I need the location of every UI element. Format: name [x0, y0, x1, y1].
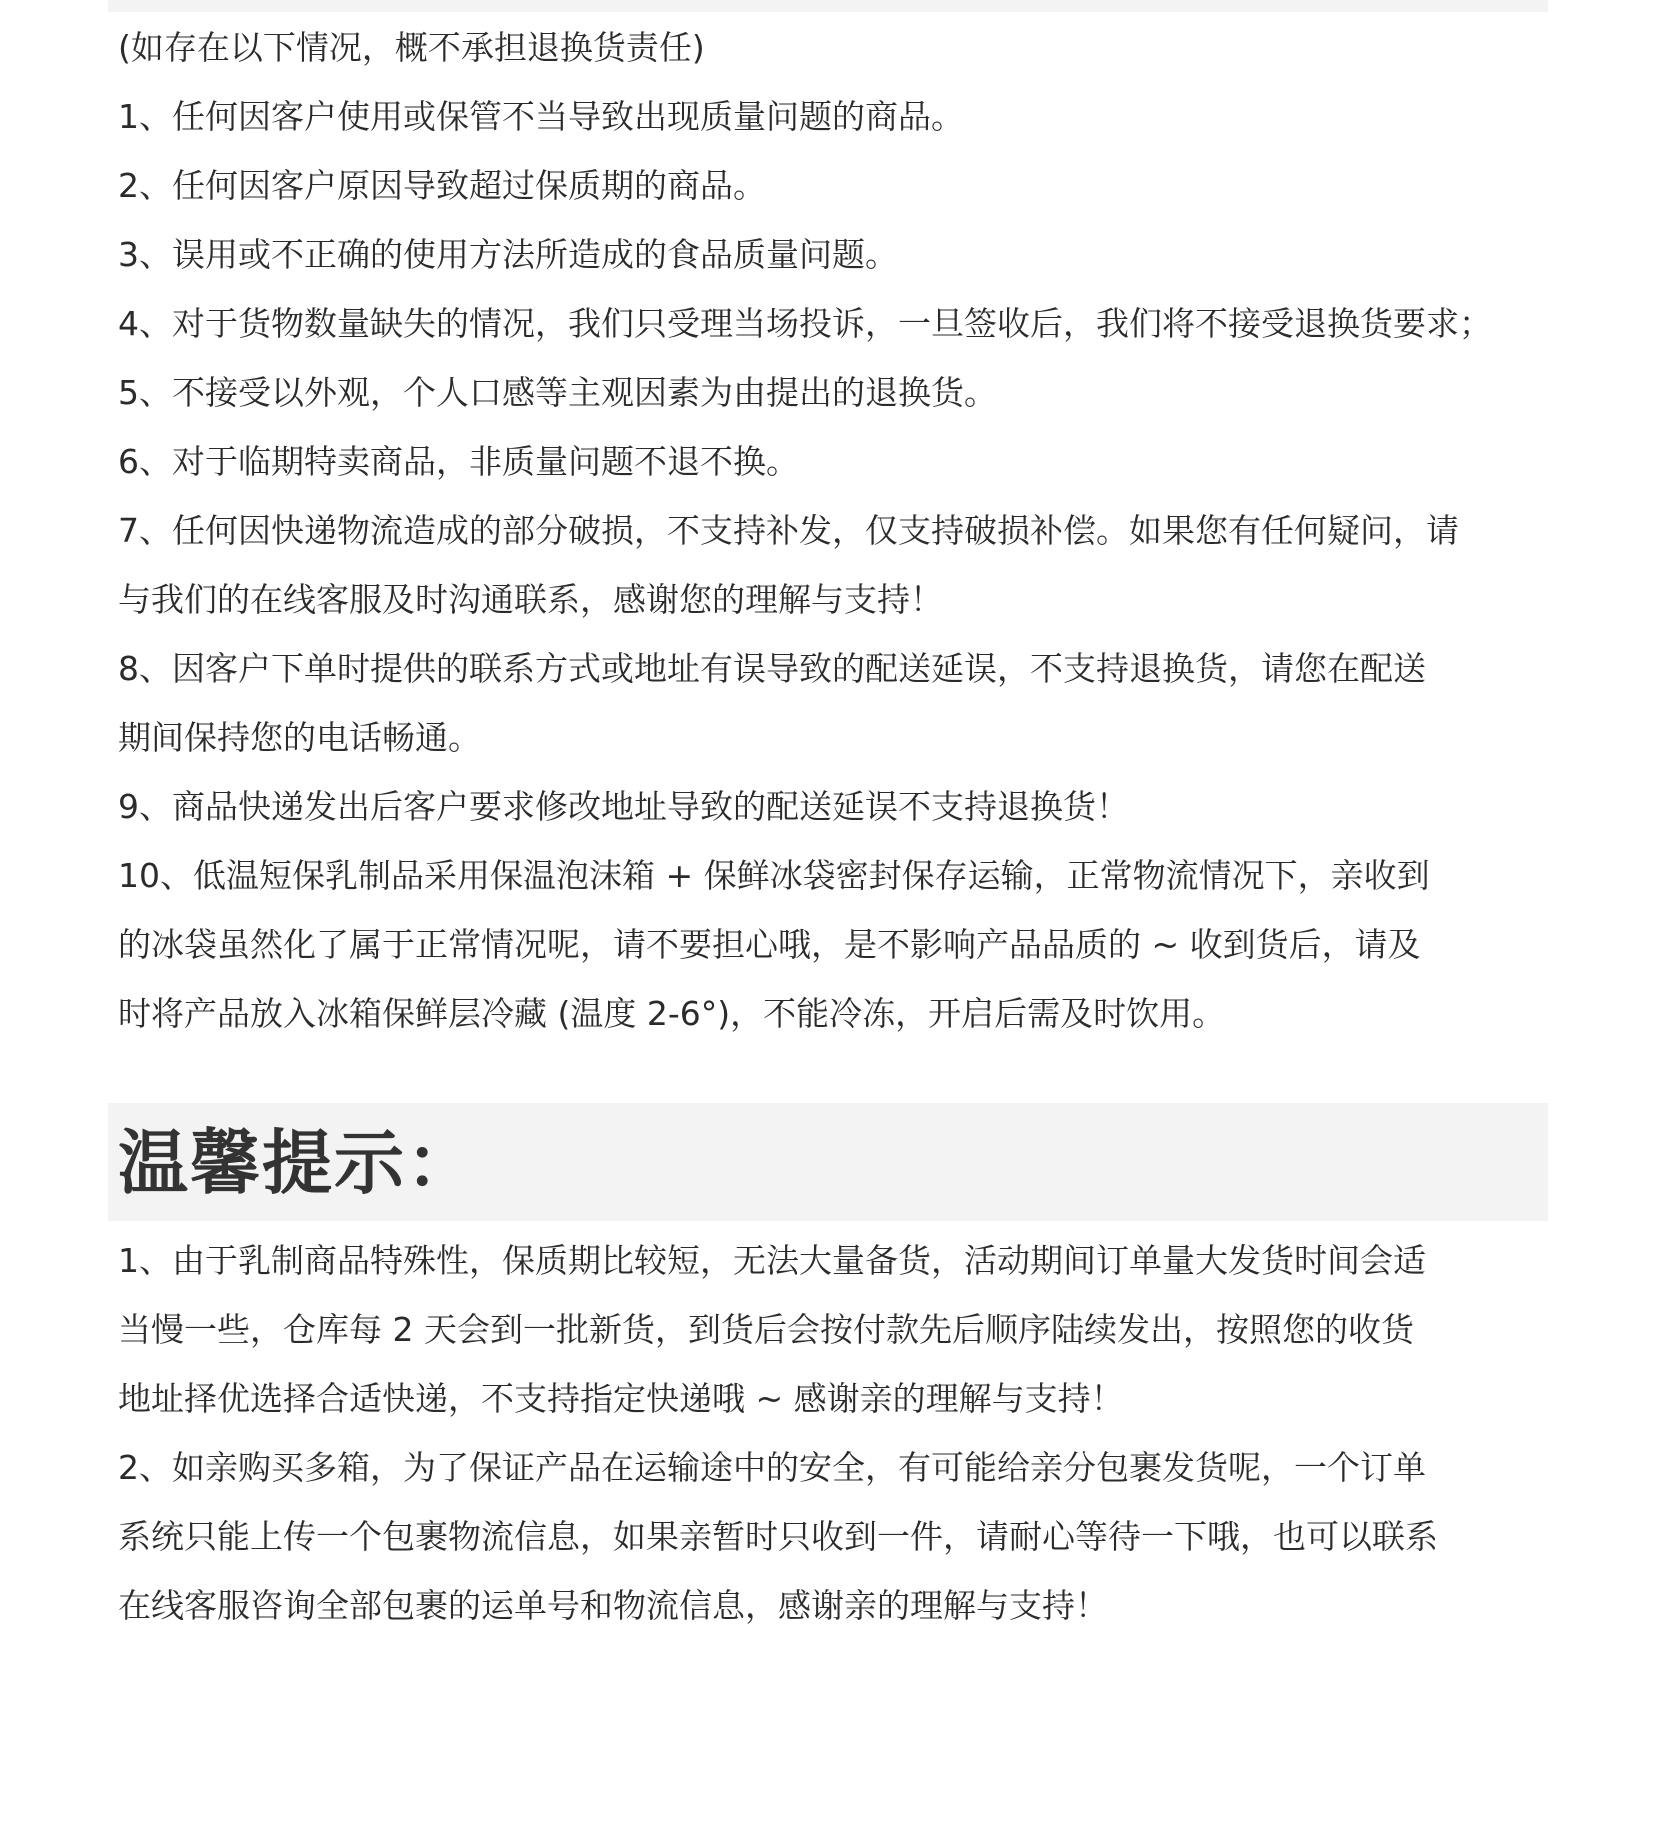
tip-line: 在线客服咨询全部包裹的运单号和物流信息，感谢亲的理解与支持！ [118, 1586, 1108, 1625]
exclusion-line: 7、任何因快递物流造成的部分破损，不支持补发，仅支持破损补偿。如果您有任何疑问，请 [118, 511, 1459, 550]
exclusion-line: 3、误用或不正确的使用方法所造成的食品质量问题。 [118, 235, 898, 274]
exclusion-line: 10、低温短保乳制品采用保温泡沫箱 + 保鲜冰袋密封保存运输，正常物流情况下，亲收到 [118, 856, 1430, 895]
tip-line: 当慢一些，仓库每 2 天会到一批新货，到货后会按付款先后顺序陆续发出，按照您的收货 [118, 1310, 1414, 1349]
tip-line: 2、如亲购买多箱，为了保证产品在运输途中的安全，有可能给亲分包裹发货呢，一个订单 [118, 1448, 1426, 1487]
tips-title: 温馨提示： [118, 1122, 478, 1204]
exclusions-section [118, 13, 1538, 1048]
exclusion-line: 1、任何因客户使用或保管不当导致出现质量问题的商品。 [118, 97, 964, 136]
exclusion-line: 期间保持您的电话畅通。 [118, 718, 481, 757]
top-section-band [108, 0, 1548, 12]
exclusion-line: 8、因客户下单时提供的联系方式或地址有误导致的配送延误，不支持退换货，请您在配送 [118, 649, 1426, 688]
exclusion-line: 9、商品快递发出后客户要求修改地址导致的配送延误不支持退换货！ [118, 787, 1129, 826]
exclusion-line: 5、不接受以外观，个人口感等主观因素为由提出的退换货。 [118, 373, 997, 412]
exclusion-line: 与我们的在线客服及时沟通联系，感谢您的理解与支持！ [118, 580, 943, 619]
tip-line: 地址择优选择合适快递，不支持指定快递哦 ~ 感谢亲的理解与支持！ [118, 1379, 1124, 1418]
exclusions-intro: (如存在以下情况，概不承担退换货责任) [118, 28, 705, 67]
exclusion-line: 时将产品放入冰箱保鲜层冷藏 (温度 2-6°)，不能冷冻，开启后需及时饮用。 [118, 994, 1226, 1033]
tips-section [118, 1226, 1538, 1640]
exclusion-line: 6、对于临期特卖商品，非质量问题不退不换。 [118, 442, 799, 481]
tip-line: 1、由于乳制商品特殊性，保质期比较短，无法大量备货，活动期间订单量大发货时间会适 [118, 1241, 1426, 1280]
exclusion-line: 的冰袋虽然化了属于正常情况呢，请不要担心哦，是不影响产品品质的 ~ 收到货后，请及 [118, 925, 1421, 964]
exclusion-line: 4、对于货物数量缺失的情况，我们只受理当场投诉，一旦签收后，我们将不接受退换货要求； [118, 304, 1492, 343]
tip-line: 系统只能上传一个包裹物流信息，如果亲暂时只收到一件，请耐心等待一下哦，也可以联系 [118, 1517, 1438, 1556]
exclusion-line: 2、任何因客户原因导致超过保质期的商品。 [118, 166, 766, 205]
